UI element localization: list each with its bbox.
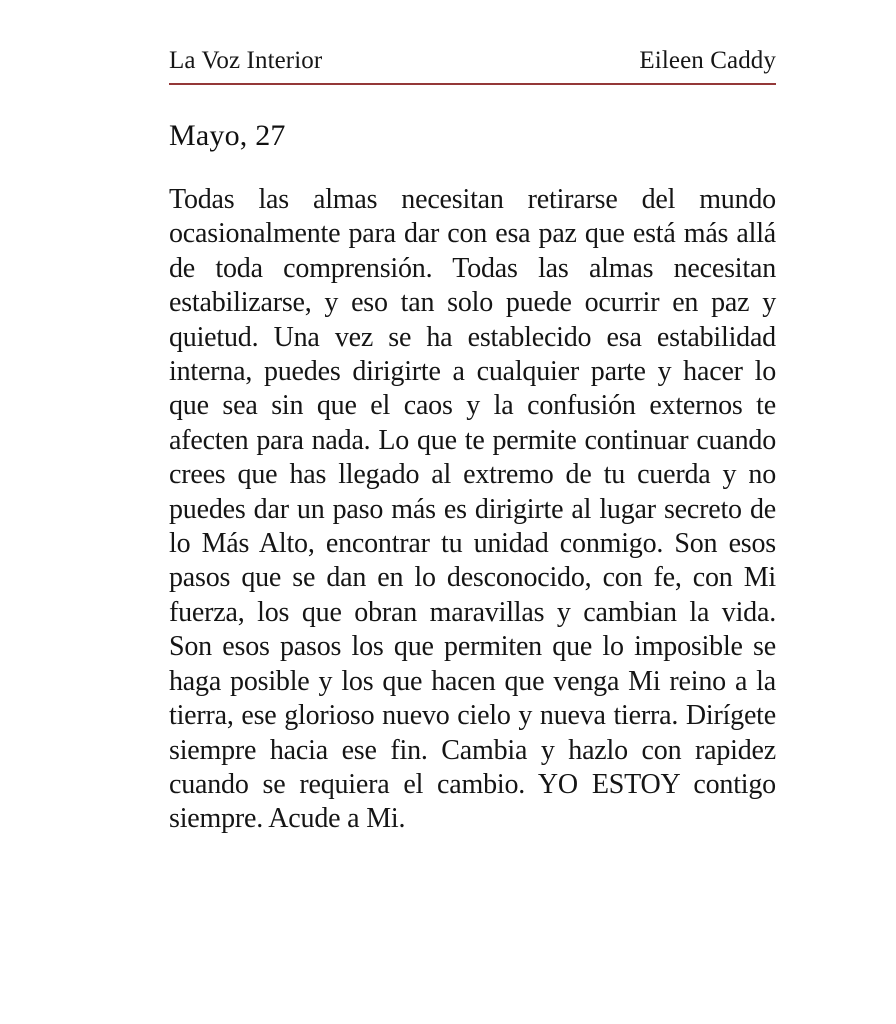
author-name: Eileen Caddy [639,47,776,74]
date-heading: Mayo, 27 [169,119,286,152]
book-title: La Voz Interior [169,47,323,74]
page-header [169,46,776,85]
devotional-paragraph: Todas las almas necesitan retirarse del mundo ocasionalmente para dar con esa paz que está más allá de toda comprensión. Todas las almas necesitan estabilizarse, y eso tan solo puede ocurrir en paz y quietud. Una vez se ha establecido esa estabilidad interna, puedes dirigirte a cualquier parte y hacer lo que sea sin que el caos y la confusión externos te afecten para nada. Lo que te permite continuar cuando crees que has llegado al extremo de tu cuerda y no puedes dar un paso más es dirigirte al lugar secreto de lo Más Alto, encontrar tu unidad conmigo. Son esos pasos que se dan en lo desconocido, con fe, con Mi fuerza, los que obran maravillas y cambian la vida. Son esos pasos los que permiten que lo imposible se haga posible y los que hacen que venga Mi reino a la tierra, ese glorioso nuevo cielo y nueva tierra. Dirígete siempre hacia ese fin. Cambia y hazlo con rapidez cuando se requiera el cambio. YO ESTOY contigo siempre. Acude a Mi. [169,184,776,835]
